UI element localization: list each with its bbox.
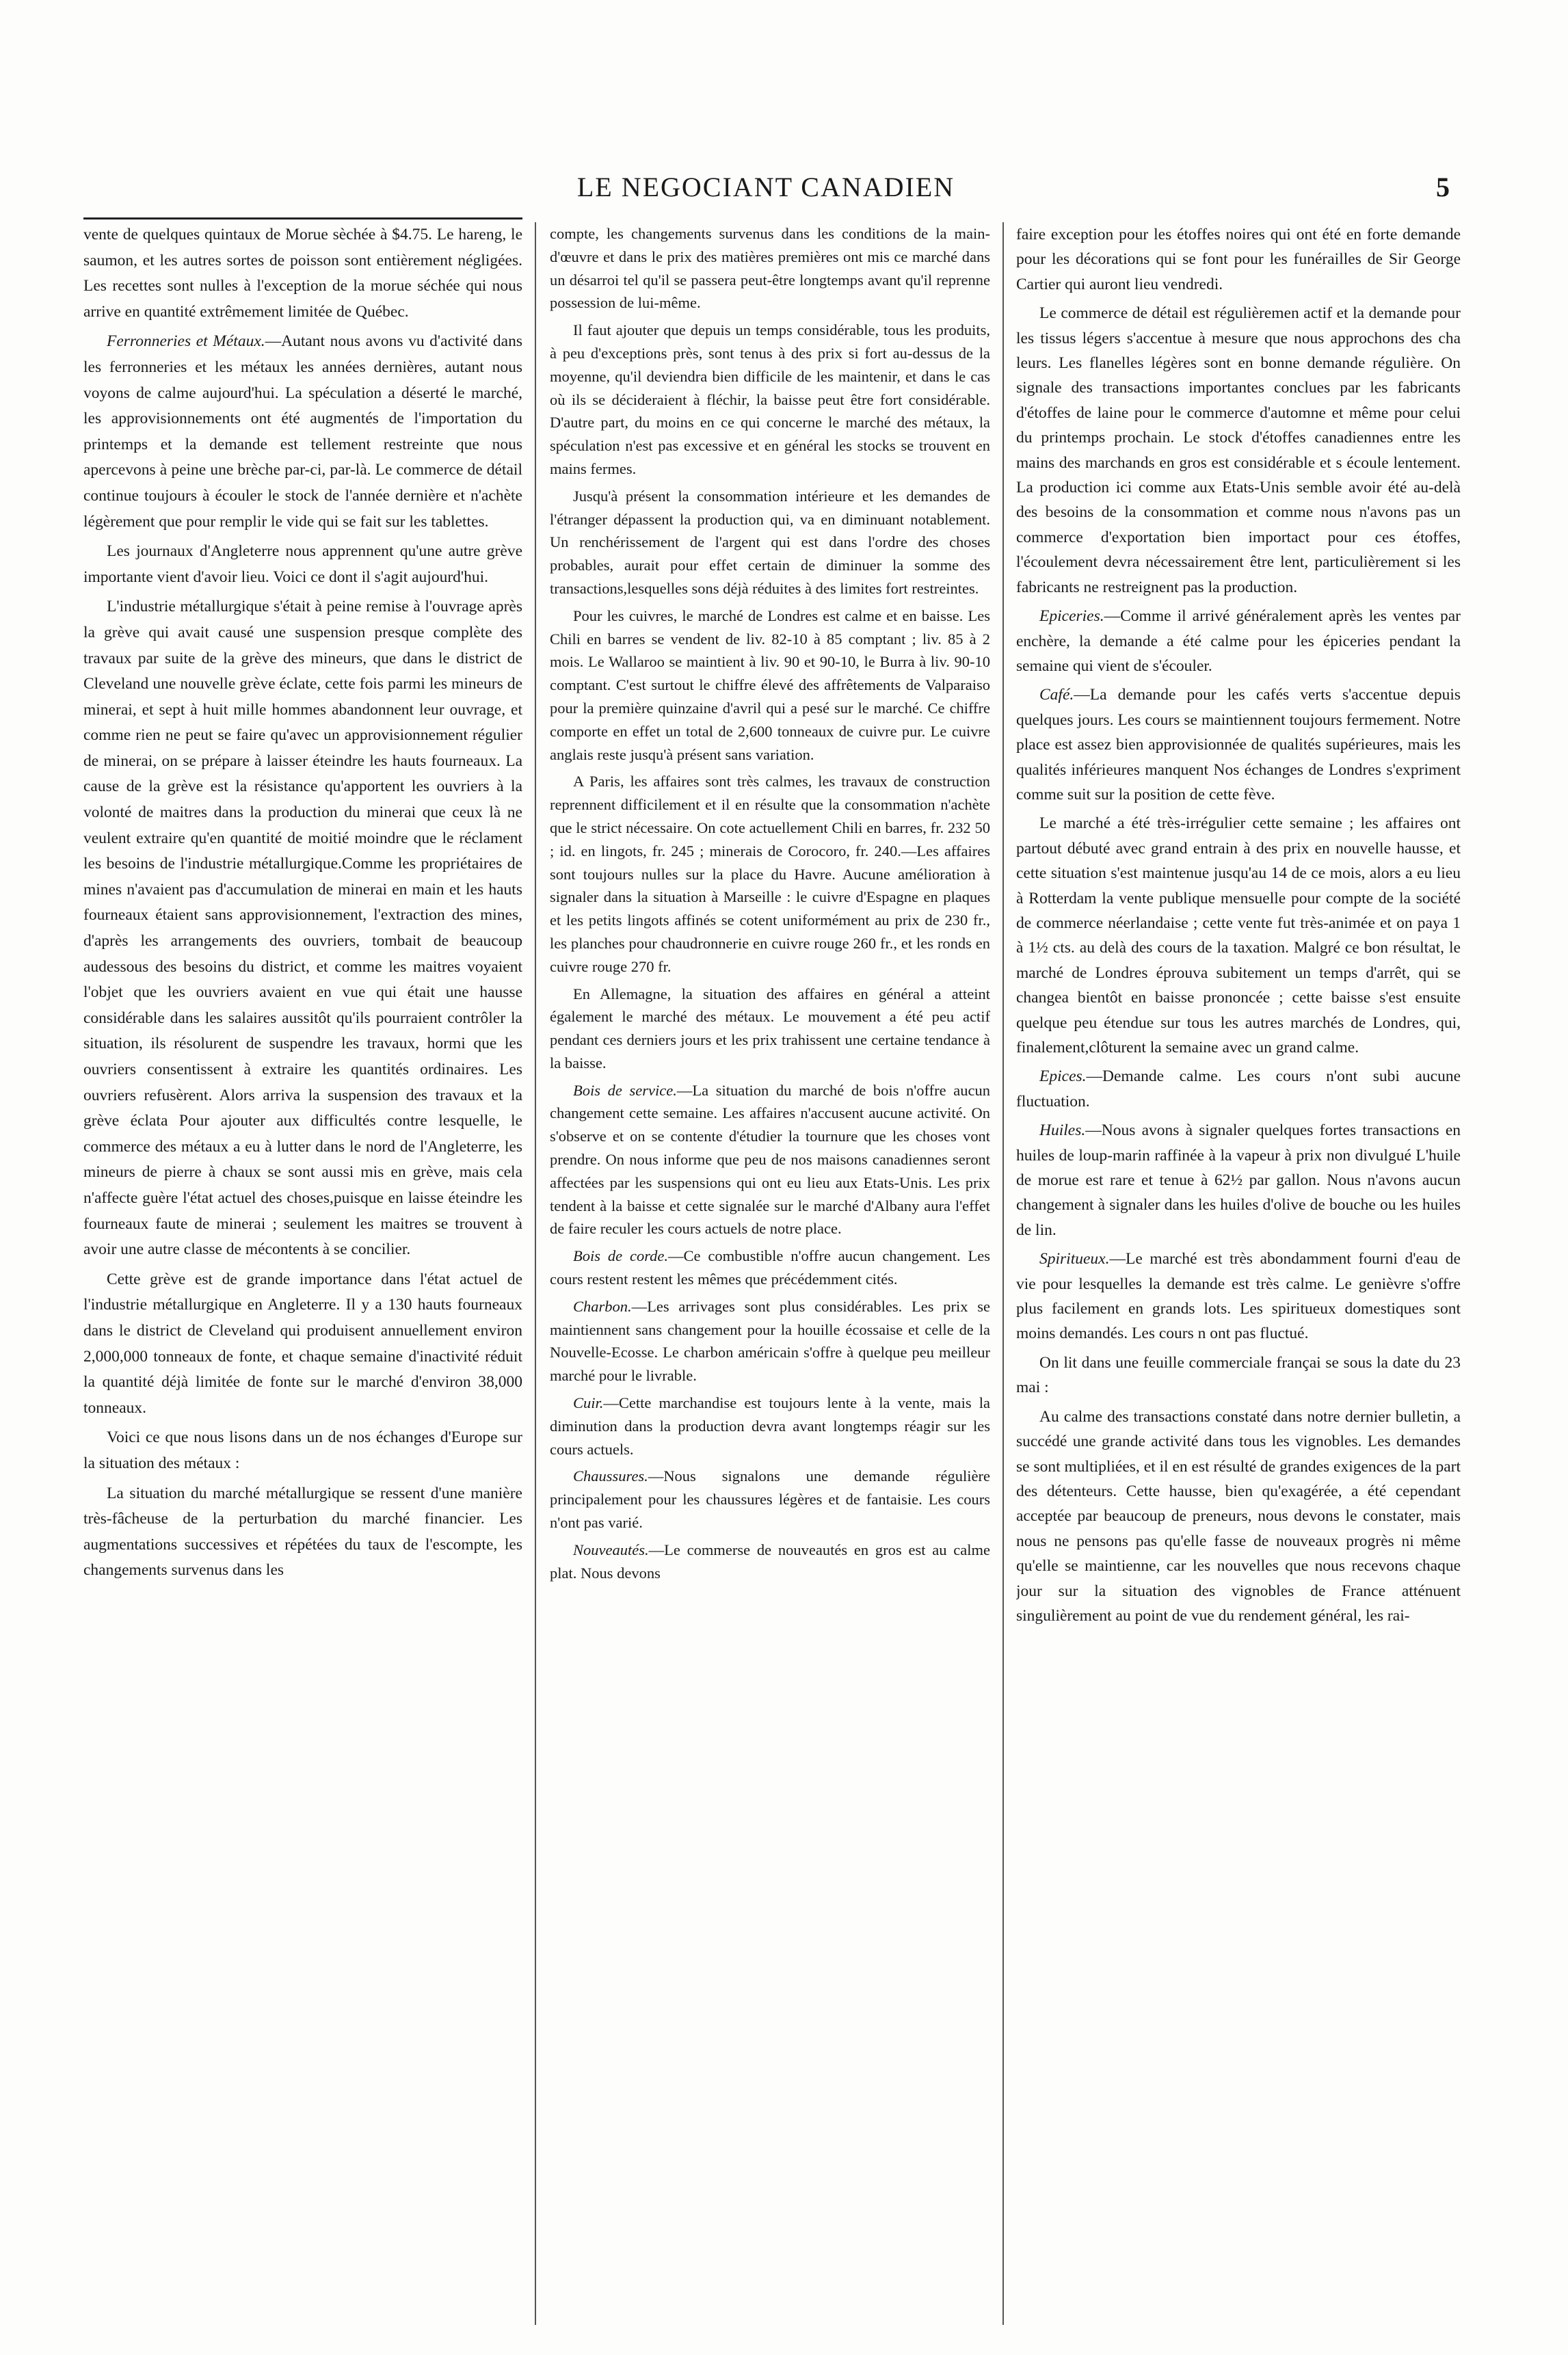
section-heading: Charbon.: [573, 1297, 632, 1315]
page-number: 5: [1436, 172, 1450, 202]
paragraph: En Allemagne, la situation des affaires en général a atteint également le marché des métaux. Le mouvement a été peu actif pendant ces derniers jours et les prix trahissent une certaine tendance à la baisse.: [550, 985, 990, 1072]
paragraph: faire exception pour les étoffes noires qui ont été en forte demande pour les décorations qui se font pour les funérailles de Sir George Cartier qui auront lieu vendredi.: [1016, 226, 1461, 293]
column-2: [550, 222, 990, 2328]
paragraph: Jusqu'à présent la consommation intérieure et les demandes de l'étranger dépassent la production qui, va en diminuant notablement. Un renchérissement de l'argent qui est dans l'ordre des choses probables, aurait pour effet certain de diminuer la somme des transactions,lesquelles sons déjà réduites à des limites fort restreintes.: [550, 487, 990, 597]
paragraph: Voici ce que nous lisons dans un de nos échanges d'Europe sur la situation des métaux :: [83, 1428, 522, 1472]
paragraph: [1016, 1118, 1461, 1242]
paragraph-text: —Le marché est très abondamment fourni d'eau de vie pour lesquelles la demande est très calme. Le genièvre s'offre plus facilement en grands lots. Les spiritueux domestiques sont moins demandés. Les cours n ont pas fluctué.: [1016, 1250, 1461, 1343]
paragraph: On lit dans une feuille commerciale françai se sous la date du 23 mai :: [1016, 1353, 1461, 1397]
paragraph: A Paris, les affaires sont très calmes, les travaux de construction reprennent difficilement et il en résulte que la consommation n'achète que le strict nécessaire. On cote actuellement Chili en barres, fr. 232 50 ; id. en lingots, fr. 245 ; minerais de Corocoro, fr. 240.—Les affaires sont toujours nulles sur la place du Havre. Aucune amélioration à signaler dans la situation à Marseille : le cuivre d'Espagne en plaques et les petits lingots affinés se cotent uniformément au prix de 230 fr., les planches pour chaudronnerie en cuivre rouge 260 fr., et les ronds en cuivre rouge 270 fr.: [550, 773, 990, 975]
paragraph: Il faut ajouter que depuis un temps considérable, tous les produits, à peu d'exceptions près, sont tenus à des prix si fort au-dessus de la moyenne, qu'il deviendra bien difficile de les maintenir, et dans le cas où ils se décideraient à fléchir, la baisse peut être fort considérable. D'autre part, du moins en ce qui concerne le marché des métaux, la spéculation n'est pas excessive et en général les stocks se trouvent en mains fermes.: [550, 321, 990, 477]
paragraph: [550, 1295, 990, 1387]
paragraph: [1016, 1247, 1461, 1346]
section-heading: Nouveautés.: [573, 1541, 649, 1558]
column-3: [1016, 222, 1461, 2328]
top-rule-col1: [83, 217, 522, 219]
paragraph: [550, 1079, 990, 1241]
section-heading: Spiritueux.: [1039, 1250, 1110, 1268]
paragraph: Pour les cuivres, le marché de Londres est calme et en baisse. Les Chili en barres se vendent de liv. 82-10 à 85 comptant ; liv. 85 à 2 mois. Le Wallaroo se maintient à liv. 90 et 90-10, le Burra à liv. 90-10 comptant. C'est surtout le chiffre élevé des affrêtements de Valparaiso pour la première quinzaine d'avril qui a pesé sur le marché. Ce chiffre comporte en effet un total de 2,600 tonneaux de cuivre pur. Le cuivre anglais reste jusqu'à présent sans variation.: [550, 607, 990, 763]
paragraph: [83, 329, 522, 535]
paragraph: Le marché a été très-irrégulier cette semaine ; les affaires ont partout débuté avec grand entrain à des prix en nouvelle hausse, et cette situation s'est maintenue jusqu'au 14 de ce mois, alors a eu lieu à Rotterdam la vente publique mensuelle pour compte de la société de commerce néerlandaise ; cette vente fut très-animée et on paya 1 à 1½ cts. au delà des cours de la taxation. Malgré ce bon résultat, le marché de Londres éprouva subitement un temps d'arrêt, qui se changea bientôt en baisse prononcée ; cette baisse s'est ensuite quelque peu étendue sur tous les autres marchés de Londres, qui, finalement,clôturent la semaine avec un grand calme.: [1016, 814, 1461, 1056]
paragraph: Les journaux d'Angleterre nous apprennent qu'une autre grève importante vient d'avoir lieu. Voici ce dont il s'agit aujourd'hui.: [83, 542, 522, 586]
section-heading: Huiles.: [1039, 1121, 1086, 1140]
paragraph: L'industrie métallurgique s'était à peine remise à l'ouvrage après la grève qui avait causé une suspension presque complète des travaux par suite de la grève des mineurs, que dans le district de Cleveland une nouvelle grève éclate, cette fois parmi les mineurs de minerai, et sept à huit mille hommes abandonnent leur ouvrage, et comme rien ne peut se faire qu'avec un approvisionnement régulier de minerai, on se prépare à laisser éteindre les hauts fourneaux. La cause de la grève est la résistance qu'apportent les ouvriers à la volonté de maitres dans la production du minerai que ceux là ne veulent extraire qu'en quantité de moitié moindre que le réclament les besoins de l'industrie métallurgique.Comme les propriétaires de mines n'avaient pas d'accumulation de minerai en main et les hauts fourneaux étaient sans approvisionnement, l'extraction des mines, d'après les arrangements des ouvriers, tombait de beaucoup audessous des besoins du district, et comme les maitres voyaient l'objet que les ouvriers avaient en vue qui était une hausse considérable dans les salaires aussitôt qu'ils pourraient contrôler la situation, ils résolurent de suspendre les travaux, hormi que les ouvriers consentissent à extraire les quantités ordinaires. Les ouvriers refusèrent. Alors arriva la suspension des travaux et la grève éclata Pour ajouter aux difficultés contre lesquelle, le commerce des métaux a eu à lutter dans le nord de l'Angleterre, les mineurs de pierre à chaux se sont aussi mis en grève, mais cela n'affecte guère l'état actuel des choses,puisque en laisse éteindre les fourneaux faute de minerai ; seulement les maitres se trouvent à avoir une autre classe de mécontents à se concilier.: [83, 598, 522, 1259]
section-heading: Bois de service.: [573, 1081, 677, 1099]
section-heading: Epiceries.: [1039, 607, 1104, 626]
masthead: [82, 171, 1450, 212]
section-heading: Chaussures.: [573, 1467, 648, 1485]
paragraph-text: —Demande calme. Les cours n'ont subi aucune fluctuation.: [1016, 1067, 1461, 1110]
paragraph-text: —Autant nous avons vu d'activité dans les ferronneries et les métaux les années dernières, autant nous voyons de calme aujourd'hui. La spéculation a déserté le marché, les approvisionnements ont été augmentés de l'importation du printemps et la demande est tellement restreinte que nous apercevons à peine une brèche par-ci, par-là. Le commerce de détail continue toujours à écouler le stock de l'année dernière et n'achète légèrement que pour remplir le vide qui se fait sur les tablettes.: [83, 332, 522, 531]
paragraph: [1016, 1064, 1461, 1114]
section-heading: Ferronneries et Métaux.: [107, 332, 265, 351]
paragraph-text: —Cette marchandise est toujours lente à la vente, mais la diminution dans la production devra avant longtemps réagir sur les cours actuels.: [550, 1394, 990, 1458]
paragraph: compte, les changements survenus dans les conditions de la main-d'œuvre et dans le prix des matières premières ont mis ce marché dans un désarroi tel qu'il se passera peut-être longtemps avant qu'il reprenne possession de lui-même.: [550, 225, 990, 312]
section-heading: Epices.: [1039, 1067, 1087, 1086]
paragraph: [1016, 604, 1461, 678]
paragraph-text: —Comme il arrivé généralement après les ventes par enchère, la demande a été calme pour les épiceries pendant la semaine qui vient de s'écouler.: [1016, 607, 1461, 675]
paragraph: [550, 1245, 990, 1291]
paragraph: vente de quelques quintaux de Morue sèchée à $4.75. Le hareng, le saumon, et les autres sortes de poisson sont entièrement négligées. Les recettes sont nulles à l'exception de la morue séchée qui nous arrive en quantité extrêmement limitée de Québec.: [83, 226, 522, 321]
paragraph-text: —Nous avons à signaler quelques fortes transactions en huiles de loup-marin raffinée à la vapeur à prix non divulgué L'huile de morue est rare et tenue à 62½ par gallon. Nous n'avons aucun changement à signaler dans les huiles d'olive de bouche ou les huiles de lin.: [1016, 1121, 1461, 1239]
paragraph: Au calme des transactions constaté dans notre dernier bulletin, a succédé une grande activité dans tous les vignobles. Les demandes se sont multipliées, et il en est résulté de grandes exigences de la part des détenteurs. Cette hausse, bien qu'exagérée, a été cependant acceptée par beaucoup de preneurs, nous devons le constater, mais nous ne pensons pas qu'elle fasse de nouveaux progrès ni même qu'elle se maintienne, car les nouvelles que nous recevons chaque jour sur la situation des vignobles de France atténuent singulièrement au point de vue du rendement général, les rai-: [1016, 1407, 1461, 1625]
section-heading: Café.: [1039, 686, 1074, 704]
column-divider-2: [1002, 222, 1004, 2325]
paragraph: Cette grève est de grande importance dans l'état actuel de l'industrie métallurgique en Angleterre. Il y a 130 hauts fourneaux dans le district de Cleveland qui produisent annuellement environ 2,000,000 tonneaux de fonte, et chaque semaine d'inactivité réduit la quantité déjà limitée de fonte sur le marché d'environ 38,000 tonneaux.: [83, 1270, 522, 1417]
paragraph: Le commerce de détail est régulièremen actif et la demande pour les tissus légers s'accentue à mesure que nous approchons des cha leurs. Les flanelles légères sont en bonne demande régulière. On signale des transactions importantes conclues par les fabricants d'étoffes de laine pour le commerce d'automne et même pour celui du printemps prochain. Le stock d'étoffes canadiennes entre les mains des marchands en gros est considérable et s écoule lentement. La production ici comme aux Etats-Unis semble avoir été au-delà des besoins de la consommation et comme nous n'avons pas un commerce d'exportation bien importact pour ces étoffes, l'écoulement devra nécessairement être lent, particulièrement si les fabricants ne restreignent pas la production.: [1016, 304, 1461, 596]
paragraph-text: —Nous signalons une demande régulière principalement pour les chaussures légères et de fantaisie. Les cours n'ont pas varié.: [550, 1467, 990, 1532]
paragraph-text: —La situation du marché de bois n'offre aucun changement cette semaine. Les affaires n'accusent aucune activité. On s'observe et on se contente d'étudier la tournure que les choses vont prendre. On nous informe que peu de nos maisons canadiennes seront affectées par les suspensions qui ont eu lieu aux Etats-Unis. Les prix tendent à la baisse et cette signalée sur le marché d'Albany aura l'effet de faire reculer les cours actuels de notre place.: [550, 1081, 990, 1238]
paragraph: [550, 1465, 990, 1534]
column-divider-1: [535, 222, 536, 2325]
paragraph: [550, 1539, 990, 1585]
paragraph-text: —Les arrivages sont plus considérables. Les prix se maintiennent sans changement pour la houille écossaise et celle de la Nouvelle-Ecosse. Le charbon américain s'offre à quelque peu meilleur marché pour le livrable.: [550, 1297, 990, 1385]
paragraph-text: —Le commerse de nouveautés en gros est au calme plat. Nous devons: [550, 1541, 990, 1582]
paragraph: La situation du marché métallurgique se ressent d'une manière très-fâcheuse de la perturbation du marché financier. Les augmentations successives et répétées du taux de l'escompte, les changements survenus dans les: [83, 1484, 522, 1580]
section-heading: Bois de corde.: [573, 1247, 669, 1265]
newspaper-title: LE NEGOCIANT CANADIEN: [576, 172, 955, 202]
paragraph-text: —La demande pour les cafés verts s'accentue depuis quelques jours. Les cours se maintiennent toujours fermement. Notre place est assez bien approvisionnée de qualités supérieures, mais les qualités inférieures manquent Nos échanges de Londres s'expriment comme suit sur la position de cette fève.: [1016, 686, 1461, 803]
column-1: [83, 222, 522, 2328]
section-heading: Cuir.: [573, 1394, 604, 1412]
paragraph: [1016, 682, 1461, 807]
paragraph-text: —Ce combustible n'offre aucun changement. Les cours restent restent les mêmes que précédemment cités.: [550, 1247, 990, 1288]
paragraph: [550, 1392, 990, 1461]
